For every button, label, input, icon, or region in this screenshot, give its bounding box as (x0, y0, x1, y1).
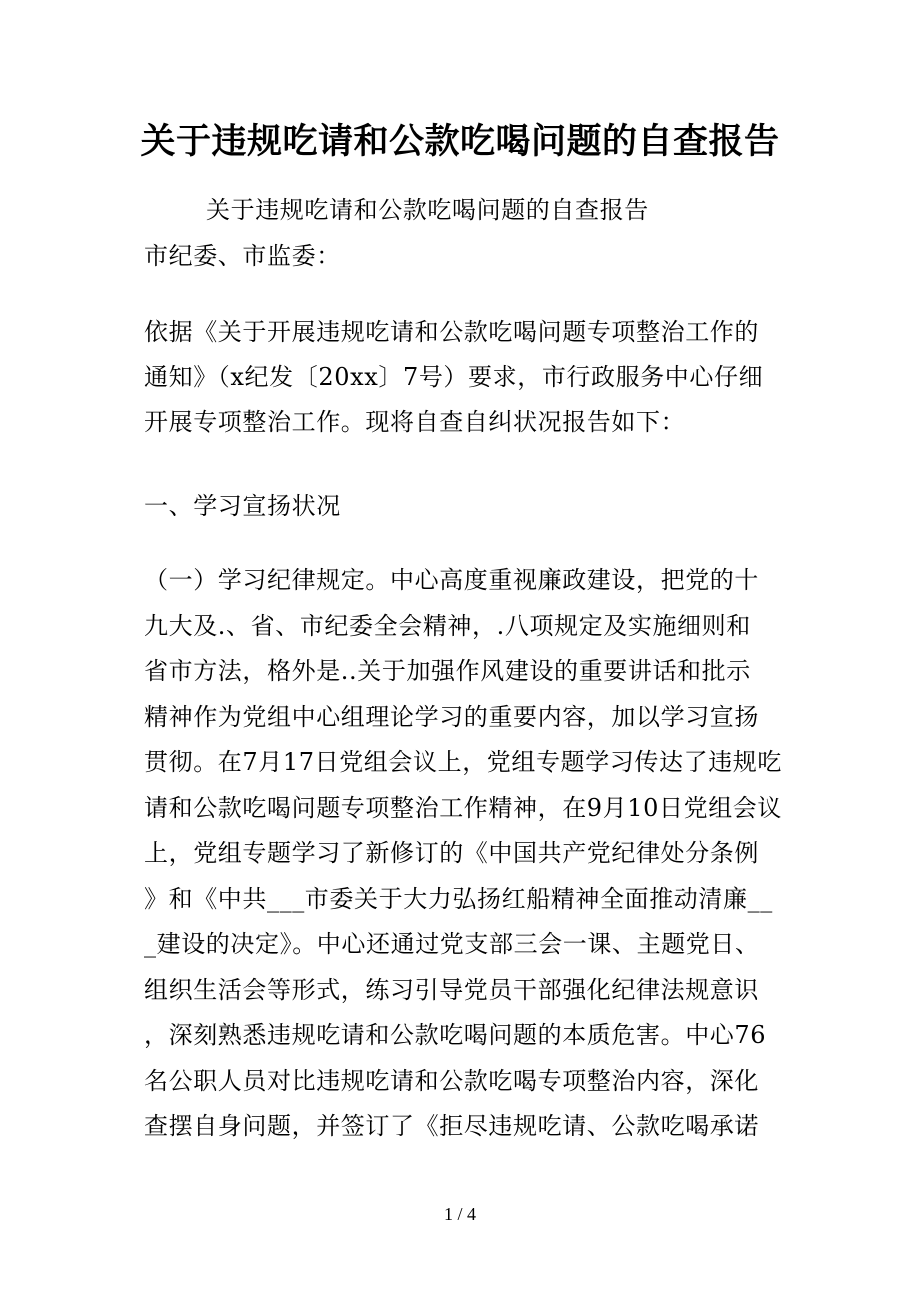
paragraph-line: 查摆自身问题，并签订了《拒尽违规吃请、公款吃喝承诺 (144, 1112, 759, 1140)
page-number: 1 / 4 (443, 1204, 476, 1224)
paragraph-line: 九大及.、省、市纪委全会精神，.八项规定及实施细则和 (144, 611, 751, 640)
section-heading: 一、学习宣扬状况 (144, 492, 341, 520)
paragraph-line: _建设的决定》。中心还通过党支部三会一课、主题党日、 (144, 930, 760, 958)
paragraph-line: （一）学习纪律规定。中心高度重视廉政建设，把党的十 (144, 566, 759, 594)
salutation: 市纪委、市监委： (144, 242, 341, 270)
document-title: 关于违规吃请和公款吃喝问题的自查报告 (140, 122, 780, 162)
document-subtitle: 关于违规吃请和公款吃喝问题的自查报告 (206, 196, 649, 224)
paragraph-line: 贯彻。在7月17日党组会议上，党组专题学习传达了违规吃 (144, 748, 783, 776)
paragraph-line: 省市方法，格外是..关于加强作风建设的重要讲话和批示 (144, 657, 751, 685)
paragraph-line: 精神作为党组中心组理论学习的重要内容，加以学习宣扬 (144, 702, 759, 731)
paragraph-line: 依据《关于开展违规吃请和公款吃喝问题专项整治工作的 (144, 318, 759, 346)
paragraph-basis (144, 310, 776, 445)
paragraph-line: 开展专项整治工作。现将自查自纠状况报告如下： (144, 408, 686, 436)
paragraph-line: 》和《中共___市委关于大力弘扬红船精神全面推动清廉__ (144, 884, 773, 913)
paragraph-study (144, 558, 783, 1150)
paragraph-line: 上，党组专题学习了新修订的《中国共产党纪律处分条例 (144, 839, 759, 867)
paragraph-line: 通知》（x纪发〔20xx〕7号）要求，市行政服务中心仔细 (144, 363, 764, 391)
paragraph-line: ，深刻熟悉违规吃请和公款吃喝问题的本质危害。中心76 (144, 1021, 767, 1049)
paragraph-line: 请和公款吃喝问题专项整治工作精神，在9月10日党组会议 (144, 793, 783, 822)
paragraph-line: 组织生活会等形式，练习引导党员干部强化纪律法规意识 (144, 975, 759, 1004)
paragraph-line: 名公职人员对比违规吃请和公款吃喝专项整治内容，深化 (144, 1066, 759, 1095)
